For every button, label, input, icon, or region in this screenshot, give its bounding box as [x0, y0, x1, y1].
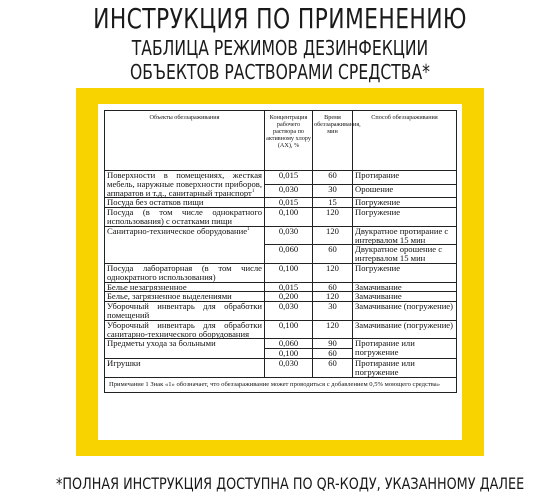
cell-concentration: 0,015 — [265, 198, 313, 208]
cell-method: Замачивание (погружение) — [353, 302, 457, 321]
cell-concentration: 0,200 — [265, 292, 313, 302]
page-title: ИНСТРУКЦИЯ ПО ПРИМЕНЕНИЮ — [93, 2, 467, 35]
cell-time: 60 — [313, 358, 353, 377]
cell-method: Погружение — [353, 198, 457, 208]
table-row — [105, 208, 457, 227]
table-row — [105, 358, 457, 377]
cell-concentration: 0,100 — [265, 320, 313, 339]
column-header-time: Время обеззараживания, мин — [313, 111, 353, 171]
cell-method: Протирание или погружение — [353, 339, 457, 359]
table-body — [105, 171, 457, 378]
cell-concentration: 0,015 — [265, 171, 313, 185]
table-row — [105, 226, 457, 245]
footnote-mark: 1 — [247, 226, 250, 232]
cell-time: 90 — [313, 339, 353, 349]
cell-time: 120 — [313, 226, 353, 245]
cell-method: Замачивание — [353, 292, 457, 302]
object-text: Игрушки — [107, 357, 141, 368]
footer-note: *ПОЛНАЯ ИНСТРУКЦИЯ ДОСТУПНА ПО QR-КОДУ, УКАЗАННОМУ ДАЛЕЕ — [56, 474, 525, 493]
cell-method: Двукратное протирание с интервалом 15 мин — [353, 226, 457, 245]
cell-time: 120 — [313, 263, 353, 282]
cell-method: Протирание — [353, 171, 457, 185]
table-row — [105, 263, 457, 282]
column-header-method: Способ обеззараживания — [353, 111, 457, 171]
cell-concentration: 0,100 — [265, 349, 313, 359]
cell-time: 60 — [313, 171, 353, 185]
cell-method: Погружение — [353, 263, 457, 282]
cell-concentration: 0,100 — [265, 263, 313, 282]
cell-concentration: 0,015 — [265, 282, 313, 292]
cell-concentration: 0,030 — [265, 358, 313, 377]
table-row — [105, 320, 457, 339]
object-text: Белье незагрязненное — [107, 281, 187, 292]
cell-method: Орошение — [353, 184, 457, 198]
cell-concentration: 0,030 — [265, 226, 313, 245]
table-header-row — [105, 111, 457, 171]
object-text: Посуда лабораторная (в том числе однократного использования) — [107, 262, 262, 282]
cell-time: 60 — [313, 282, 353, 292]
cell-object — [105, 171, 265, 198]
object-text: Посуда без остатков пищи — [107, 197, 204, 208]
object-text: Посуда (в том числе однократного использования) с остатками пищи — [107, 207, 262, 226]
table-note: Примечание 1 Знак «1» обозначает, что обеззараживание может проводиться с добавлением 0,5% моющего средства» — [105, 377, 457, 392]
cell-time: 120 — [313, 208, 353, 227]
cell-object — [105, 302, 265, 321]
cell-object — [105, 339, 265, 359]
object-text: Предметы ухода за больными — [107, 338, 216, 349]
table-note-row — [105, 377, 457, 392]
yellow-frame — [76, 88, 484, 456]
column-header-objects: Объекты обеззараживания — [105, 111, 265, 171]
cell-concentration: 0,030 — [265, 302, 313, 321]
instruction-sheet — [98, 104, 462, 440]
cell-time: 120 — [313, 292, 353, 302]
cell-time: 60 — [313, 349, 353, 359]
cell-concentration: 0,060 — [265, 339, 313, 349]
cell-concentration: 0,100 — [265, 208, 313, 227]
cell-method: Замачивание — [353, 282, 457, 292]
cell-method: Двукратное орошение с интервалом 15 мин — [353, 245, 457, 264]
cell-method: Замачивание (погружение) — [353, 320, 457, 339]
cell-time: 120 — [313, 320, 353, 339]
object-text: Уборочный инвентарь для обработки помещений — [107, 301, 262, 320]
disinfection-table — [104, 110, 457, 393]
object-text: Санитарно-техническое оборудование — [107, 225, 248, 236]
object-text: Белье, загрязненное выделениями — [107, 291, 232, 302]
cell-time: 60 — [313, 245, 353, 264]
cell-object — [105, 320, 265, 339]
cell-concentration: 0,060 — [265, 245, 313, 264]
object-text: Уборочный инвентарь для обработки санитарно-технического оборудования — [107, 319, 262, 339]
footnote-mark: 1 — [251, 188, 255, 194]
subtitle-line-1: ТАБЛИЦА РЕЖИМОВ ДЕЗИНФЕКЦИИ — [131, 36, 429, 60]
cell-concentration: 0,030 — [265, 184, 313, 198]
cell-method: Протирание или погружение — [353, 358, 457, 377]
cell-method: Погружение — [353, 208, 457, 227]
object-text: Поверхности в помещениях, жесткая мебель, наружные поверхности приборов, аппаратов и т.д., санитарный транспорт — [107, 170, 262, 198]
column-header-concentration: Концентрация рабочего раствора по активному хлору (АХ), % — [265, 111, 313, 171]
table-row — [105, 171, 457, 185]
cell-time: 15 — [313, 198, 353, 208]
cell-time: 30 — [313, 302, 353, 321]
cell-object — [105, 263, 265, 282]
cell-time: 30 — [313, 184, 353, 198]
cell-object — [105, 226, 265, 263]
table-row — [105, 302, 457, 321]
cell-object — [105, 208, 265, 227]
subtitle-line-2: ОБЪЕКТОВ РАСТВОРАМИ СРЕДСТВА* — [130, 60, 430, 84]
cell-object — [105, 358, 265, 377]
